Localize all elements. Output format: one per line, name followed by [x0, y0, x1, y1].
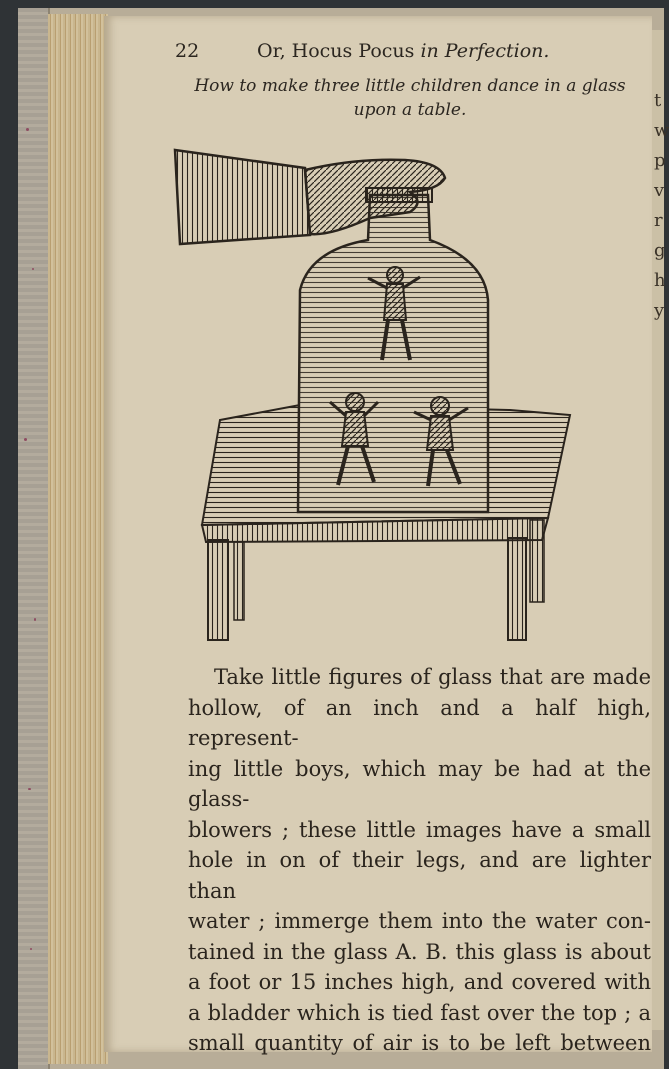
caption-line: upon a table.	[353, 100, 467, 120]
text-line: small quantity of air is to be left between	[188, 1031, 651, 1055]
next-page-edge: t w p v r g h y	[650, 30, 664, 1030]
page-number: 22	[175, 40, 200, 62]
body-text	[188, 662, 651, 1059]
woodcut-illustration	[170, 140, 640, 645]
book-spine	[18, 8, 50, 1069]
running-title: Or, Hocus Pocus in Perfection.	[257, 40, 550, 62]
text-line: hollow, of an inch and a half high, represent-	[188, 695, 651, 750]
running-head	[175, 40, 645, 66]
spine-speck	[32, 268, 34, 270]
glass-bottle	[298, 188, 488, 512]
spine-speck	[30, 948, 32, 950]
caption-line: How to make three little children dance in a glass	[194, 76, 626, 96]
text-line: a foot or 15 inches high, and covered with	[188, 970, 651, 994]
text-line: hole in on of their legs, and are lighter than	[188, 848, 651, 903]
spine-speck	[24, 438, 27, 441]
illustration-caption	[170, 74, 650, 122]
page-edges	[48, 14, 108, 1064]
text-line: ing little boys, which may be had at the glass-	[188, 756, 651, 811]
spine-speck	[34, 618, 36, 621]
spine-speck	[26, 128, 29, 131]
text-line: a bladder which is tied fast over the top ; a	[188, 1000, 651, 1025]
text-line: Take little figures of glass that are made	[214, 665, 651, 689]
spine-speck	[28, 788, 31, 790]
text-line: tained in the glass A. B. this glass is about	[188, 939, 651, 964]
text-line: blowers ; these little images have a small	[188, 817, 651, 842]
text-line: water ; immerge them into the water con-	[188, 909, 651, 933]
